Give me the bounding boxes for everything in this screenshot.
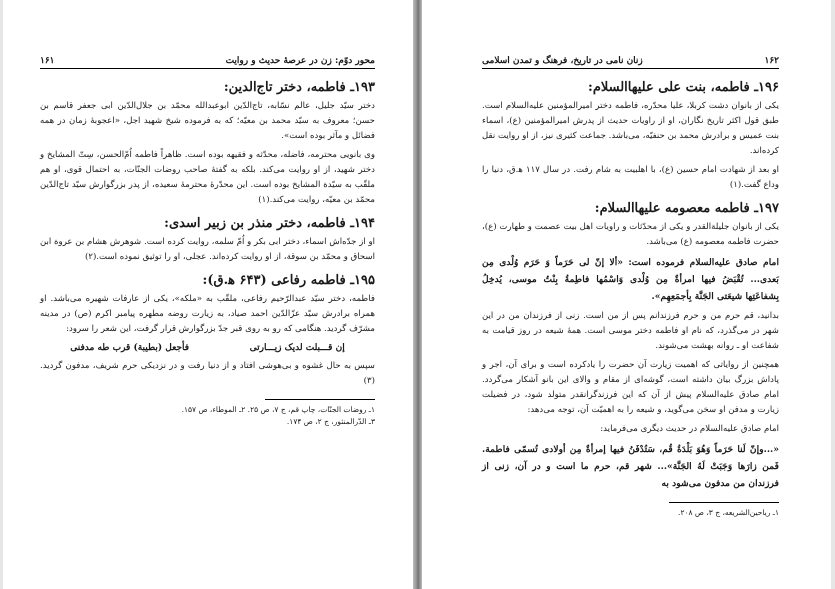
paragraph: او از جدّه‌اش اسماء، دختر ابی بکر و اُمّ سلمه، روایت کرده است. شوهرش هشام بن عروة ابن اسحاق و محمّد بن سوقة، از او روایت کرده‌اند. عجلی، او را توثیق نموده است.(۲) — [39, 237, 375, 262]
hadith-quote: «...وإنّ لَنا حَرَماً وَهُوَ بَلْدَةُ قُم، سَتُدْفَنُ فیها إمرأةٌ مِن أولادی تُسمّی فاطمة. فَمن زارَها وَجَبَتْ لَهُ الجَنَّة»... شهر قم، حرم ما است و در آن، زنی از فرزندان من مدفون می‌شود به — [482, 444, 779, 489]
footnote: ۱ـ ریاحین‌الشریعه، ج ۳، ص ۲۰۸. — [678, 508, 779, 517]
footnote: ۱ـ روضات الجنّات، چاپ قم، ج ۷، ص ۲۵. ۲ـ الموطاء، ص ۱۵۷. — [181, 405, 375, 414]
section-heading: ۱۹۵ـ فاطمه رفاعی (۶۴۳ ه‍.ق): — [202, 273, 375, 288]
page-body — [40, 80, 375, 579]
paragraph: او بعد از شهادت امام حسین (ع)، با اهلبیت به شام رفت. در سال ۱۱۷ ه‍.ق، دنیا را وداع گفت.(۱) — [482, 165, 779, 190]
paragraph: یکی از بانوان جلیلةالقدر و یکی از محدّثات و راویات اهل بیت عصمت و طهارت (ع)، حضرت فاطمه معصومه (ع) می‌باشد. — [482, 222, 779, 247]
page-edge — [0, 0, 3, 589]
book-spine — [413, 0, 422, 589]
paragraph: سپس به حال غشوه و بی‌هوشی افتاد و از دنیا رفت و در نزدیکی حرم شریف، مدفون گردید.(۳) — [40, 361, 375, 386]
poem-hemistich: فأجعل (بطیبة) قرب طه مدفنی — [70, 343, 190, 353]
footnote-rule — [669, 502, 779, 503]
section-heading: ۱۹۴ـ فاطمه، دختر منذر بن زبیر اسدی: — [164, 216, 375, 231]
page-body — [482, 80, 779, 579]
page-edge — [831, 0, 835, 589]
paragraph: بدانید، قم حرم من و حرم فرزندانم پس از من است. زنی از فرزندان من در این شهر در می‌گذرد، که نام او فاطمه دختر موسی است. همهٔ شیعه در روز قیامت به شفاعت او ـ روانه بهشت می‌شوند. — [482, 311, 779, 351]
running-title: محور دوّم: زن در عرصهٔ حدیث و روایت — [225, 56, 375, 66]
paragraph: وی بانویی محترمه، فاضله، محدّثه و فقیهه بوده است. ظاهراً فاطمه اُمّ‌الحسن، سِتّ المشایخ و دختر شهید، از او روایت می‌کند. بلکه به گفتهٔ صاحب روضات الجنّات، به احتمال قوی، او هم ملقّب به سیّدة المشایخ بوده است. این محدّرهٔ محترمهٔ سعیده، از پدر بزرگوارش سیّد تاج‌الدّین محمّد بن معیّه، روایت می‌کند.(۱) — [40, 150, 375, 205]
paragraph: امام صادق علیه‌السلام در حدیث دیگری می‌فرماید: — [600, 424, 779, 434]
right-page — [422, 0, 835, 589]
page-header — [40, 52, 375, 69]
paragraph: همچنین از روایاتی که اهمیت زیارت آن حضرت را یادکرده است و برای آن، اجر و پاداش بزرگ بیان داشته است، گوشه‌ای از مقام و والای این بانو آشکار می‌گردد. امام صادق علیه‌السلام پیش از آن که این فرزندگرانقدر متولد شود، در فضیلت زیارت و مدفن او سخن می‌گوید، و شیعه را به اهمیّت آن، توجه می‌دهد: — [482, 360, 779, 415]
poem — [40, 343, 375, 353]
paragraph: دختر سیّد جلیل، عالم نسّابه، تاج‌الدّین ابوعبدالله محمّد بن جلال‌الدّین ابی جعفر قاسم بن حسن؛ معروف به سیّد محمد بن معیّه؛ که به فرموده شیخ شهید اجل، «اعجوبهٔ زمان در همه فضائل و مآثر بوده است». — [40, 101, 375, 141]
paragraph: فاطمه، دختر سیّد عبدالرّحیم رفاعی، ملقّب به «ملکه»، یکی از عارفات شهیره می‌باشد. او همراه برادرش سیّد عزّالدّین احمد صیاد، به زیارت روضه مطهره پیامبر اکرم (ص) در مدینه مشرّف گردید. هنگامی که رو به روی قبر جدّ بزرگوارش قرار گرفت، این شعر را سرود: — [40, 294, 375, 334]
section-heading: ۱۹۳ـ فاطمه، دختر تاج‌الدین: — [223, 80, 375, 95]
page-number: ۱۶۲ — [764, 56, 779, 66]
page-header — [482, 52, 779, 69]
paragraph: یکی از بانوان دشت کربلا، علیا محدّره، فاطمه دختر امیرالمؤمنین علیه‌السلام است. طبق قول اکثر تاریخ نگاران، او از راویات حدیث از پدرش امیرالمؤمنین (ع)، اسماء بنت عمیس و برادرش محمد بن حنفیّه، می‌باشد. جماعت کثیری نیز، از او روایت نقل کرده‌اند. — [481, 101, 779, 156]
page-number: ۱۶۱ — [40, 56, 55, 66]
hadith-quote: امام صادق علیه‌السلام فرموده است: «ألا إنّ لی حَرَماً وَ حَرَم وُلْدی مِن بَعدی... تُقْبَضُ فیها امرأةٌ مِن وُلْدی وَاسْمُها فاطِمةُ بِنْتُ موسی، یُدخِلُ بِشفاعَتِها شیعَتی الجَنَّة بِأجمَعِهِم». — [482, 257, 779, 302]
section-heading: ۱۹۷ـ فاطمه معصومه علیهاالسلام: — [594, 201, 779, 216]
section-heading: ۱۹۶ـ فاطمه، بنت علی علیهاالسلام: — [588, 80, 779, 95]
left-page — [0, 0, 413, 589]
footnote: ۳ـ الدّرالمنثور، ج ۲، ص ۱۷۴. — [286, 417, 375, 426]
poem-hemistich: إن قـــبلت لدیک زیـــارتی — [249, 343, 345, 353]
footnote-rule — [265, 399, 375, 400]
running-title: زنان نامی در تاریخ، فرهنگ و تمدن اسلامی — [482, 56, 643, 66]
